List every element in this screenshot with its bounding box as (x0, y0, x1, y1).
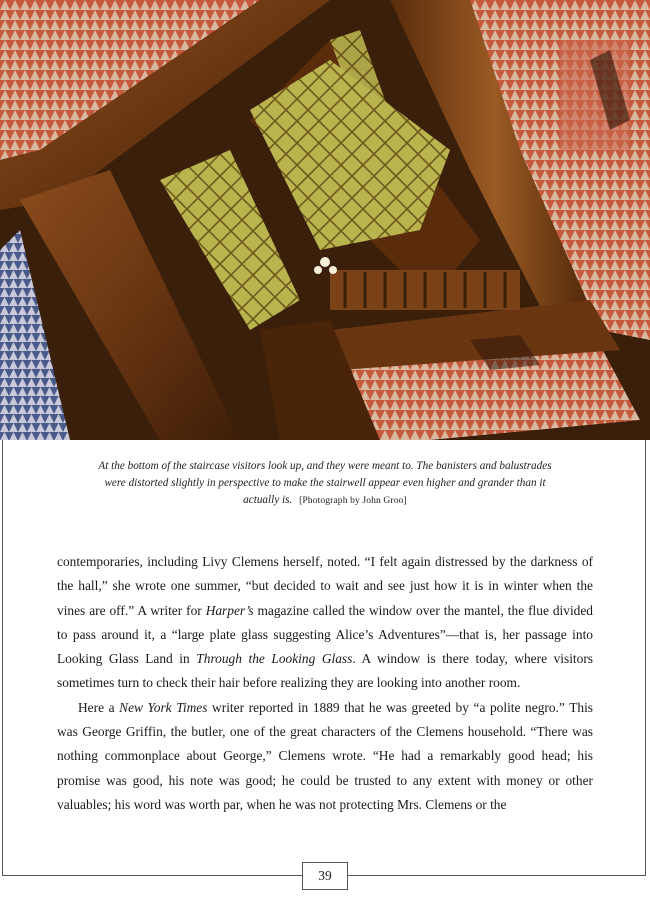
p1-text-3: . A window is there today, where visitors sometimes turn to check their hair before realizing they are looking into another room. (57, 651, 594, 691)
page-number: 39 (302, 862, 348, 890)
paragraph-1 (57, 550, 593, 696)
body-text (57, 550, 593, 817)
p2-text-1: Here a (78, 699, 120, 715)
p1-italic-2: Through the Looking Glass (196, 651, 353, 667)
staircase-ceiling-photo-icon (0, 0, 650, 440)
p2-italic-1: New York Times (119, 699, 208, 715)
p1-italic-1: Harper’s (205, 602, 254, 618)
caption-text: At the bottom of the staircase visitors look up, and they were meant to. The banisters and balustrades were distorted slightly in perspective to make the stairwell appear even higher and grander than it actually is. (98, 460, 552, 506)
photo-credit: [Photograph by John Groo] (299, 495, 407, 506)
p1-text-2: magazine called the window over the mantel, the flue divided to pass around it, a “large plate glass suggesting Alice’s Adventures”—that is, her passage into Looking Glass Land in (57, 602, 594, 667)
p2-text-2: writer reported in 1889 that he was greeted by “a polite negro.” This was George Griffin, the butler, one of the great characters of the Clemens household. “There was nothing commonplace about George,” Clemens wrote. “He had a remarkably good head; his promise was good, his note was good; he could be trusted to any extent with money or other valuables; his word was worth par, when he was not protecting Mrs. Clemens or the (57, 699, 593, 812)
paragraph-2 (57, 696, 593, 817)
photo-caption (90, 458, 560, 509)
staircase-photo (0, 0, 650, 440)
p1-text-1: contemporaries, including Livy Clemens herself, noted. “I felt again distressed by the darkness of the hall,” she wrote one summer, “but decided to wait and see just how it is in winter when the vines are off.” A writer for (57, 554, 593, 618)
